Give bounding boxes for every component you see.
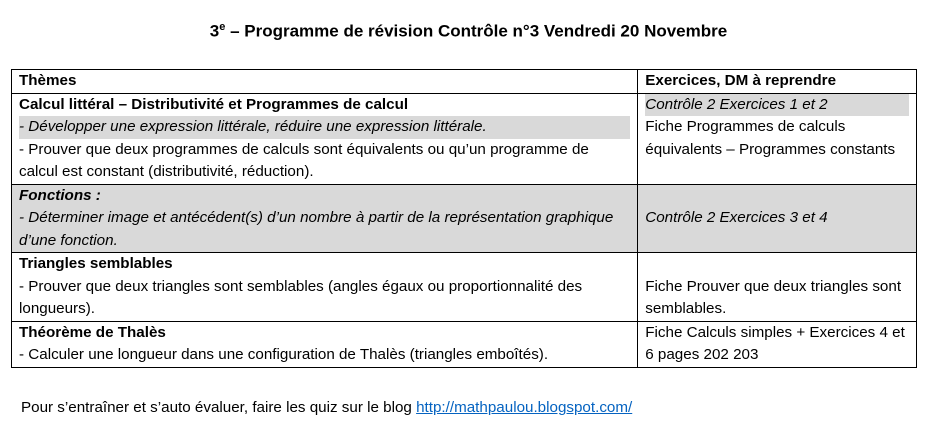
revision-table <box>11 69 917 368</box>
table-row <box>12 253 917 322</box>
table-row <box>12 184 917 253</box>
header-themes: Thèmes <box>12 70 638 94</box>
theme-objective: - Prouver que deux programmes de calculs sont équivalents ou qu’un programme de calcul est constant (distributivité, réduction). <box>19 140 589 180</box>
theme-objective: - Développer une expression littérale, réduire une expression littérale. <box>19 116 630 139</box>
exercise-cell <box>638 93 917 184</box>
exercise-cell <box>638 253 917 322</box>
exercise-item: Contrôle 2 Exercices 3 et 4 <box>645 209 828 226</box>
theme-heading: Calcul littéral – Distributivité et Programmes de calcul <box>19 95 409 113</box>
blog-link[interactable]: http://mathpaulou.blogspot.com/ <box>416 399 633 416</box>
theme-cell <box>12 184 638 253</box>
table-row <box>12 93 917 184</box>
theme-objective: - Déterminer image et antécédent(s) d’un nombre à partir de la représentation graphique d’une fonction. <box>19 209 614 249</box>
theme-heading: Fonctions : <box>19 186 101 204</box>
theme-objective: - Calculer une longueur dans une configuration de Thalès (triangles emboîtés). <box>19 346 549 363</box>
footer-text: Pour s’entraîner et s’auto évaluer, faire les quiz sur le blog <box>21 399 417 416</box>
theme-cell <box>12 253 638 322</box>
theme-cell <box>12 93 638 184</box>
footer-note <box>21 399 632 416</box>
theme-cell <box>12 321 638 367</box>
exercise-item: Fiche Programmes de calculs équivalents – Programmes constants <box>645 118 896 158</box>
exercise-item: Fiche Prouver que deux triangles sont semblables. <box>645 277 902 317</box>
theme-objective: - Prouver que deux triangles sont semblables (angles égaux ou proportionnalité des longueurs). <box>19 277 583 317</box>
exercise-cell <box>638 184 917 253</box>
theme-heading: Triangles semblables <box>19 255 173 272</box>
exercise-cell <box>638 321 917 367</box>
table-row <box>12 321 917 367</box>
exercise-item: Contrôle 2 Exercices 1 et 2 <box>645 94 909 117</box>
table-header-row <box>12 70 917 94</box>
exercise-item: Fiche Calculs simples + Exercices 4 et 6 pages 202 203 <box>645 323 905 363</box>
theme-heading: Théorème de Thalès <box>19 323 166 341</box>
page-title: 3e – Programme de révision Contrôle n°3 Vendredi 20 Novembre <box>209 21 728 41</box>
header-exercises: Exercices, DM à reprendre <box>638 70 917 94</box>
